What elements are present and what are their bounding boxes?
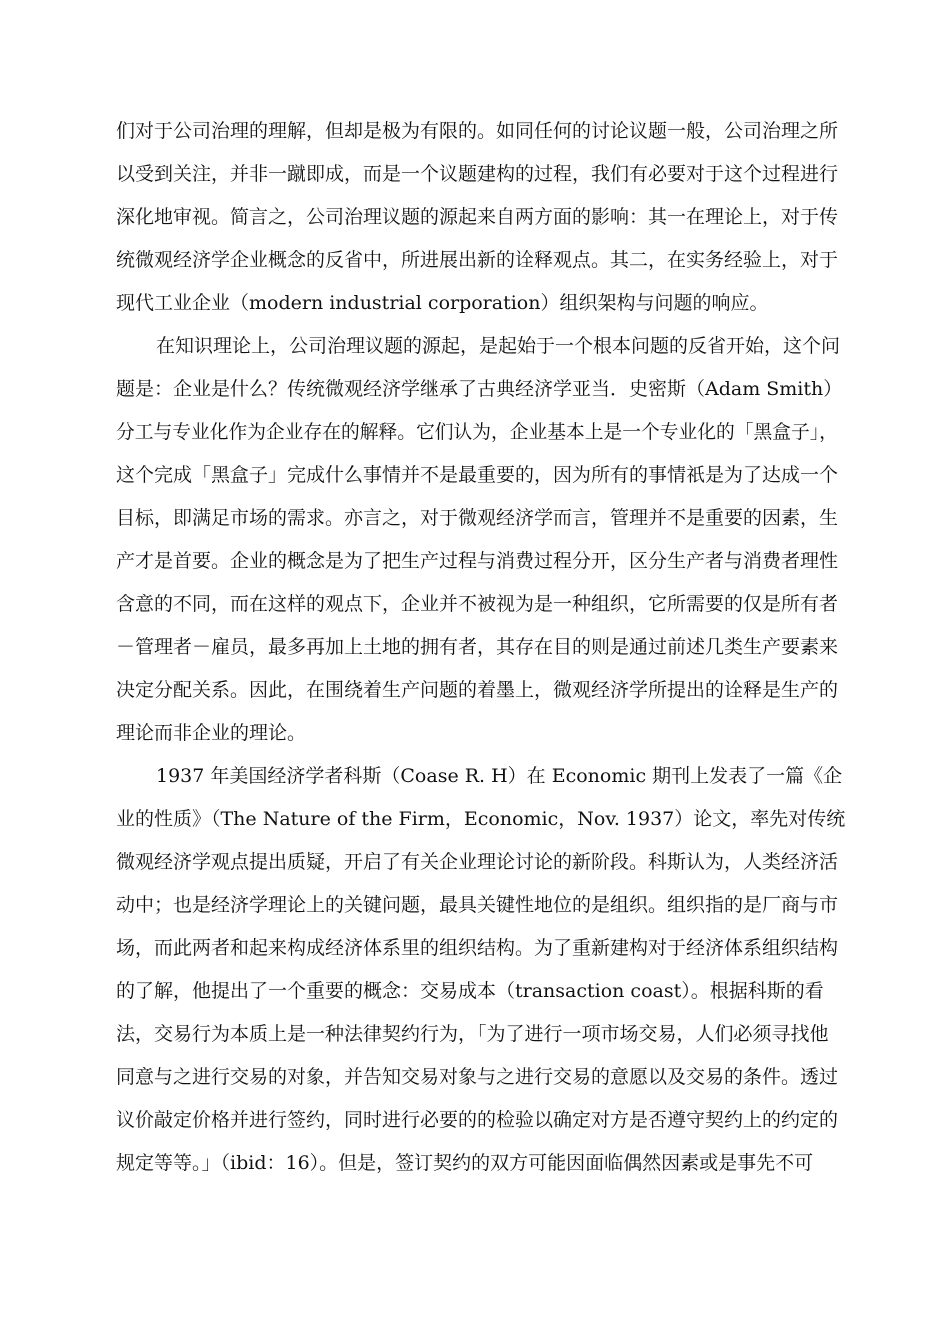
paragraph-theory (116, 325, 846, 755)
text-line: 分工与专业化作为企业存在的解释。它们认为，企业基本上是一个专业化的「黑盒子」， (116, 422, 838, 443)
text-line: 们对于公司治理的理解，但却是极为有限的。如同任何的讨论议题一般，公司治理之所 (116, 120, 839, 142)
text-line: 的了解，他提出了一个重要的概念：交易成本（transaction coast）。根据科斯的看 (116, 980, 824, 1002)
text-line: 理论而非企业的理论。 (116, 722, 307, 744)
text-line: －管理者－雇员，最多再加上土地的拥有者，其存在目的则是通过前述几类生产要素来 (116, 636, 839, 658)
text-line: 这个完成「黑盒子」完成什么事情并不是最重要的，因为所有的事情祇是为了达成一个 (116, 464, 839, 486)
text-line: 深化地审视。简言之，公司治理议题的源起来自两方面的影响：其一在理论上，对于传 (116, 206, 839, 228)
text-line: 统微观经济学企业概念的反省中，所进展出新的诠释观点。其二，在实务经验上，对于 (116, 249, 839, 271)
text-line: 现代工业企业（modern industrial corporation）组织架构与问题的响应。 (116, 292, 769, 314)
text-line: 动中；也是经济学理论上的关键问题，最具关键性地位的是组织。组织指的是厂商与市 (116, 894, 839, 916)
text-line: 在知识理论上，公司治理议题的源起，是起始于一个根本问题的反省开始，这个问 (156, 335, 841, 357)
text-line: 产才是首要。企业的概念是为了把生产过程与消费过程分开，区分生产者与消费者理性 (116, 550, 839, 572)
text-line: 业的性质》（The Nature of the Firm，Economic，Nov. 1937）论文，率先对传统 (116, 808, 846, 830)
text-line: 场，而此两者和起来构成经济体系里的组织结构。为了重新建构对于经济体系组织结构 (116, 937, 839, 959)
text-line: 法，交易行为本质上是一种法律契约行为，「为了进行一项市场交易，人们必须寻找他 (116, 1023, 829, 1045)
text-line: 目标，即满足市场的需求。亦言之，对于微观经济学而言，管理并不是重要的因素，生 (116, 507, 839, 529)
text-line: 1937 年美国经济学者科斯（Coase R. H）在 Economic 期刊上发表了一篇《企 (156, 765, 843, 787)
text-line: 同意与之进行交易的对象，并告知交易对象与之进行交易的意愿以及交易的条件。透过 (116, 1066, 839, 1088)
text-line: 以受到关注，并非一蹴即成，而是一个议题建构的过程，我们有必要对于这个过程进行 (116, 163, 839, 185)
text-line: 议价敲定价格并进行签约，同时进行必要的的检验以确定对方是否遵守契约上的约定的 (116, 1109, 839, 1131)
text-line: 微观经济学观点提出质疑，开启了有关企业理论讨论的新阶段。科斯认为，人类经济活 (116, 851, 839, 873)
text-line: 决定分配关系。因此，在围绕着生产问题的着墨上，微观经济学所提出的诠释是生产的 (116, 679, 839, 701)
paragraph-coase (116, 755, 846, 1185)
text-line: 规定等等。」（ibid：16）。但是，签订契约的双方可能因面临偶然因素或是事先不可 (116, 1152, 814, 1174)
text-line: 题是：企业是什么？传统微观经济学继承了古典经济学亚当．史密斯（Adam Smith） (116, 378, 843, 400)
paragraph-intro (116, 110, 846, 325)
document-body (116, 110, 846, 1185)
text-line: 含意的不同，而在这样的观点下，企业并不被视为是一种组织，它所需要的仅是所有者 (116, 593, 839, 615)
